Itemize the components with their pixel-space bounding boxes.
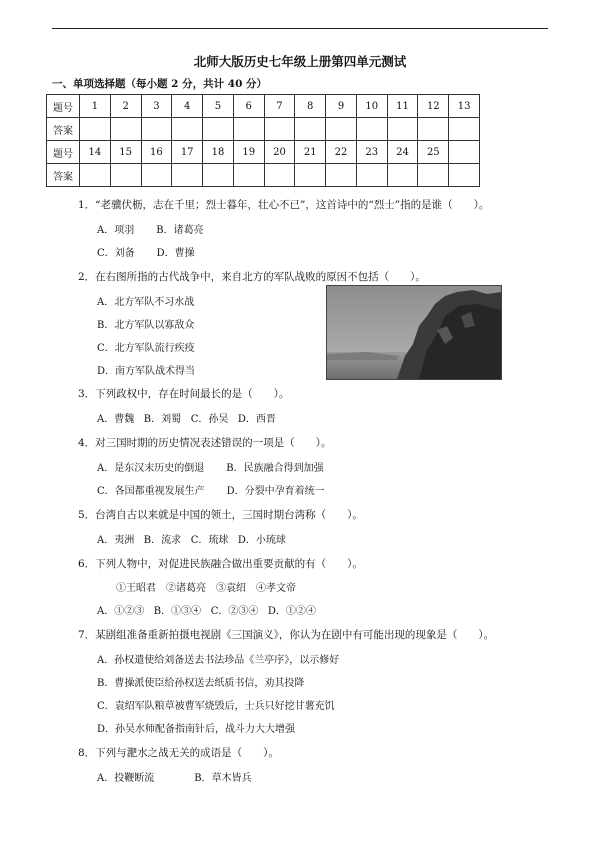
option-b[interactable]: B．流求 (143, 535, 182, 546)
answer-cell[interactable] (295, 164, 326, 187)
answer-cell[interactable] (80, 118, 111, 141)
answer-cell[interactable] (449, 118, 480, 141)
question-5-options (97, 531, 286, 546)
answer-cell[interactable] (110, 164, 141, 187)
grid-row-answers-1 (47, 118, 480, 141)
option-d[interactable]: D．小琉球 (237, 535, 286, 546)
option-a[interactable]: A．夷洲 (97, 535, 135, 546)
grid-cell-number: 19 (233, 141, 264, 164)
grid-label-answer: 答案 (47, 164, 80, 187)
option-c[interactable]: C．北方军队流行疾疫 (97, 343, 195, 354)
question-6-items: ①王昭君 ②诸葛亮 ③袁绍 ④孝文帝 (116, 583, 296, 594)
option-d[interactable]: D．①②④ (267, 606, 316, 617)
question-4-options-row2 (97, 482, 325, 497)
grid-cell-number: 22 (326, 141, 357, 164)
grid-cell-empty (449, 164, 480, 187)
option-a[interactable]: A．投鞭断流 (97, 773, 155, 784)
grid-cell-number: 15 (110, 141, 141, 164)
answer-cell[interactable] (203, 164, 234, 187)
answer-cell[interactable] (326, 118, 357, 141)
grid-cell-number: 8 (295, 95, 326, 118)
question-7: 7．某剧组准备重新拍摄电视剧《三国演义》，你认为在剧中有可能出现的现象是（ ）。 (78, 629, 495, 641)
option-c[interactable]: C．②③④ (210, 606, 259, 617)
option-d[interactable]: D．西晋 (237, 414, 276, 425)
grid-cell-number: 17 (172, 141, 203, 164)
option-b[interactable]: B．刘蜀 (143, 414, 182, 425)
question-6: 6．下列人物中，对促进民族融合做出重要贡献的有（ ）。 (78, 558, 363, 570)
option-a[interactable]: A．是东汉末历史的倒退 (97, 463, 205, 474)
grid-cell-number: 7 (264, 95, 295, 118)
answer-cell[interactable] (203, 118, 234, 141)
grid-cell-number: 2 (110, 95, 141, 118)
cliff-image (327, 286, 501, 379)
grid-cell-number: 21 (295, 141, 326, 164)
answer-cell[interactable] (387, 164, 418, 187)
grid-cell-empty (449, 141, 480, 164)
grid-row-answers-2 (47, 164, 480, 187)
grid-cell-number: 25 (418, 141, 449, 164)
question-8-options (97, 769, 252, 784)
grid-cell-number: 20 (264, 141, 295, 164)
answer-cell[interactable] (233, 164, 264, 187)
option-d[interactable]: D．孙吴水师配备指南针后，战斗力大大增强 (97, 724, 296, 735)
option-a[interactable]: A．项羽 (97, 225, 135, 236)
grid-cell-number: 23 (356, 141, 387, 164)
option-b[interactable]: B．诸葛亮 (156, 225, 204, 236)
grid-label-number: 题号 (47, 141, 80, 164)
option-b[interactable]: B．北方军队以寡敌众 (97, 320, 195, 331)
grid-cell-number: 16 (141, 141, 172, 164)
option-a[interactable]: A．曹魏 (97, 414, 135, 425)
option-c[interactable]: C．刘备 (97, 248, 135, 259)
answer-cell[interactable] (172, 118, 203, 141)
option-c[interactable]: C．袁绍军队粮草被曹军烧毁后，士兵只好挖甘薯充饥 (97, 701, 335, 712)
question-1: 1．“老骥伏枥，志在千里；烈士暮年，壮心不已”，这首诗中的“烈士”指的是谁（ ）。 (78, 199, 490, 211)
answer-cell[interactable] (233, 118, 264, 141)
question-4-options-row1 (97, 459, 324, 474)
option-c[interactable]: C．各国都重视发展生产 (97, 486, 205, 497)
answer-cell[interactable] (418, 118, 449, 141)
option-b[interactable]: B．①③④ (153, 606, 202, 617)
question-1-options-row2 (97, 244, 195, 259)
page-title: 北师大版历史七年级上册第四单元测试 (193, 54, 407, 69)
answer-cell[interactable] (110, 118, 141, 141)
question-1-options-row1 (97, 221, 204, 236)
section-heading: 一、单项选择题（每小题 2 分，共计 40 分） (52, 78, 268, 90)
answer-cell[interactable] (295, 118, 326, 141)
grid-cell-number: 9 (326, 95, 357, 118)
answer-cell[interactable] (387, 118, 418, 141)
grid-cell-number: 6 (233, 95, 264, 118)
grid-cell-number: 1 (80, 95, 111, 118)
option-a[interactable]: A．北方军队不习水战 (97, 297, 195, 308)
grid-cell-number: 13 (449, 95, 480, 118)
answer-cell[interactable] (356, 118, 387, 141)
red-cliff-photo (326, 285, 502, 380)
answer-cell[interactable] (356, 164, 387, 187)
answer-cell[interactable] (418, 164, 449, 187)
grid-label-answer: 答案 (47, 118, 80, 141)
grid-cell-number: 10 (356, 95, 387, 118)
grid-label-number: 题号 (47, 95, 80, 118)
option-d[interactable]: D．曹操 (156, 248, 195, 259)
answer-cell[interactable] (80, 164, 111, 187)
grid-cell-number: 18 (203, 141, 234, 164)
grid-cell-number: 12 (418, 95, 449, 118)
header-rule (52, 28, 548, 29)
answer-cell[interactable] (264, 164, 295, 187)
grid-cell-number: 24 (387, 141, 418, 164)
question-8: 8．下列与淝水之战无关的成语是（ ）。 (78, 747, 279, 759)
question-3-options (97, 410, 276, 425)
answer-cell[interactable] (141, 118, 172, 141)
grid-row-numbers-2 (47, 141, 480, 164)
option-b[interactable]: B．草木皆兵 (194, 773, 252, 784)
option-b[interactable]: B．曹操派使臣给孙权送去纸质书信，劝其投降 (97, 678, 305, 689)
option-d[interactable]: D．南方军队战术得当 (97, 366, 196, 377)
grid-row-numbers-1 (47, 95, 480, 118)
answer-cell[interactable] (264, 118, 295, 141)
question-5: 5．台湾自古以来就是中国的领土，三国时期台湾称（ ）。 (78, 509, 363, 521)
option-c[interactable]: C．孙吴 (190, 414, 229, 425)
grid-cell-number: 11 (387, 95, 418, 118)
answer-cell[interactable] (141, 164, 172, 187)
grid-cell-number: 4 (172, 95, 203, 118)
answer-grid (46, 94, 480, 187)
option-a[interactable]: A．①②③ (97, 606, 145, 617)
option-a[interactable]: A．孙权遣使给刘备送去书法珍品《兰亭序》，以示修好 (97, 655, 340, 666)
option-d[interactable]: D．分裂中孕育着统一 (226, 486, 325, 497)
grid-cell-number: 5 (203, 95, 234, 118)
question-3: 3．下列政权中，存在时间最长的是（ ）。 (78, 388, 290, 400)
grid-cell-number: 3 (141, 95, 172, 118)
question-6-options (97, 602, 316, 617)
option-c[interactable]: C．琉球 (190, 535, 229, 546)
answer-cell[interactable] (326, 164, 357, 187)
question-4: 4．对三国时期的历史情况表述错误的一项是（ ）。 (78, 437, 332, 449)
answer-cell[interactable] (172, 164, 203, 187)
grid-cell-number: 14 (80, 141, 111, 164)
option-b[interactable]: B．民族融合得到加强 (226, 463, 324, 474)
question-2: 2．在右图所指的古代战争中，来自北方的军队战败的原因不包括（ ）。 (78, 271, 426, 283)
